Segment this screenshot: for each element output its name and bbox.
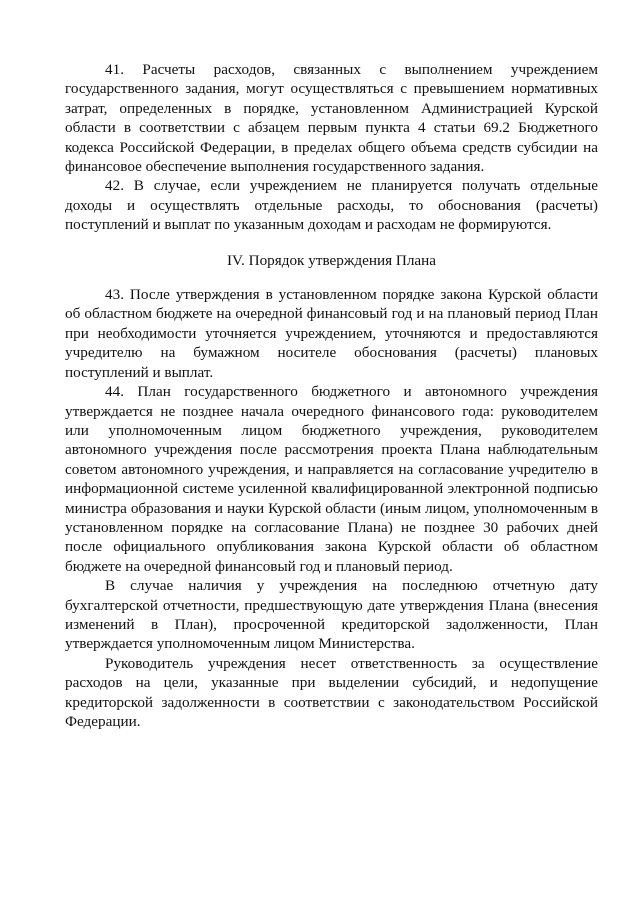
- paragraph-responsibility: Руководитель учреждения несет ответственность за осуществление расходов на цели, указанные при выделении субсидий, и недопущение кредиторской задолженности в соответствии с законодательством Российской Федерации.: [65, 654, 598, 730]
- paragraph-41: 41. Расчеты расходов, связанных с выполнением учреждением государственного задания, могут осуществляться с превышением нормативных затрат, определенных в порядке, установленном Администрацией Курской области в соответствии с абзацем первым пункта 4 статьи 69.2 Бюджетного кодекса Российской Федерации, в пределах общего объема средств субсидии на финансовое обеспечение выполнения государственного задания.: [65, 61, 598, 176]
- paragraph-42: 42. В случае, если учреждением не планируется получать отдельные доходы и осуществлять отдельные расходы, то обоснования (расчеты) поступлений и выплат по указанным доходам и расходам не формируются.: [65, 177, 598, 234]
- paragraph-44: 44. План государственного бюджетного и автономного учреждения утверждается не позднее начала очередного финансового года: руководителем или уполномоченным лицом бюджетного учреждения, руководителем автономного учреждения после рассмотрения проекта Плана наблюдательным советом автономного учреждения, и направляется на согласование учредителю в информационной системе усиленной квалифицированной электронной подписью министра образования и науки Курской области (иным лицом, уполномоченным в установленном порядке на согласование Плана) не позднее 30 рабочих дней после официального опубликования закона Курской области об областном бюджете на очередной финансовый год и плановый период.: [65, 383, 598, 575]
- document-page: [65, 60, 598, 731]
- paragraph-overdue-debt: В случае наличия у учреждения на последнюю отчетную дату бухгалтерской отчетности, предшествующую дате утверждения Плана (внесения изменений в План), просроченной кредиторской задолженности, План утверждается уполномоченным лицом Министерства.: [65, 577, 598, 653]
- section-heading: IV. Порядок утверждения Плана: [226, 251, 437, 269]
- paragraph-43: 43. После утверждения в установленном порядке закона Курской области об областном бюджете на очередной финансовый год и на плановый период План при необходимости уточняется учреждением, уточняются и предоставляются учредителю на бумажном носителе обоснования (расчеты) плановых поступлений и выплат.: [65, 286, 598, 381]
